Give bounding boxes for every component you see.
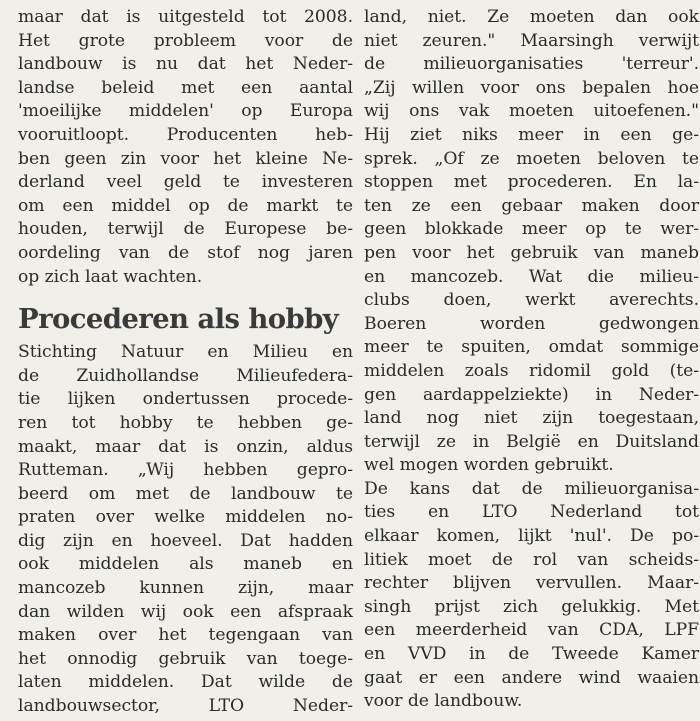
text-line: gen aardappelziekte) in Neder- bbox=[364, 384, 699, 405]
text-line: Rutteman. „Wij hebben gepro- bbox=[18, 460, 353, 481]
paragraph-intro bbox=[18, 6, 353, 289]
text-line: mancozeb kunnen zijn, maar bbox=[18, 578, 353, 599]
text-line: de milieuorganisaties 'terreur'. bbox=[364, 54, 699, 75]
text-line: clubs doen, werkt averechts. bbox=[364, 290, 699, 311]
text-line: Boeren worden gedwongen bbox=[364, 313, 699, 334]
text-line: op zich laat wachten. bbox=[18, 266, 203, 287]
right-column bbox=[364, 6, 699, 714]
text-line: laten middelen. Dat wilde de bbox=[18, 672, 353, 693]
text-line: maken over het tegengaan van bbox=[18, 625, 353, 646]
text-line: en VVD in de Tweede Kamer bbox=[364, 644, 699, 665]
text-line: maar dat is uitgesteld tot 2008. bbox=[18, 7, 353, 27]
text-line: wij ons vak moeten uitoefenen." bbox=[364, 101, 699, 122]
text-line: pen voor het gebruik van maneb bbox=[364, 242, 699, 263]
text-line: landse beleid met een aantal bbox=[18, 77, 353, 98]
text-line: niet zeuren." Maarsingh verwijt bbox=[364, 30, 699, 51]
paragraph-procederen bbox=[18, 341, 353, 719]
left-column bbox=[18, 6, 353, 719]
text-line: tie lijken ondertussen procede- bbox=[18, 389, 353, 410]
section-heading: Procederen als hobby bbox=[18, 303, 339, 336]
paragraph-kans bbox=[364, 478, 699, 714]
text-line: vooruitloopt. Producenten heb- bbox=[18, 124, 353, 145]
text-line: 'moeilijke middelen' op Europa bbox=[18, 101, 353, 122]
text-line: ook middelen als maneb en bbox=[18, 554, 353, 575]
text-line: gaat er een andere wind waaien bbox=[364, 667, 699, 688]
text-line: sprek. „Of ze moeten beloven te bbox=[364, 148, 699, 169]
text-line: elkaar komen, lijkt 'nul'. De po- bbox=[364, 526, 699, 547]
text-line: Hij ziet niks meer in een ge- bbox=[364, 124, 699, 145]
text-line: middelen zoals ridomil gold (te- bbox=[364, 360, 699, 381]
text-line: en mancozeb. Wat die milieu- bbox=[364, 266, 699, 287]
text-line: om een middel op de markt te bbox=[18, 195, 353, 216]
paragraph-maarsingh bbox=[364, 6, 699, 478]
text-line: oordeling van de stof nog jaren bbox=[18, 242, 353, 263]
text-line: ties en LTO Nederland tot bbox=[364, 502, 699, 523]
text-line: „Zij willen voor ons bepalen hoe bbox=[364, 77, 699, 98]
text-line: singh prijst zich gelukkig. Met bbox=[364, 596, 699, 617]
text-line: maakt, maar dat is onzin, aldus bbox=[18, 436, 353, 457]
text-line: praten over welke middelen no- bbox=[18, 507, 353, 528]
text-line: beerd om met de landbouw te bbox=[18, 483, 353, 504]
text-line: de Zuidhollandse Milieufedera- bbox=[18, 365, 353, 386]
text-line: land nog niet zijn toegestaan, bbox=[364, 408, 699, 429]
text-line: land, niet. Ze moeten dan ook bbox=[364, 7, 699, 27]
text-line: Het grote probleem voor de bbox=[18, 30, 353, 51]
text-line: houden, terwijl de Europese be- bbox=[18, 219, 353, 240]
text-line: geen blokkade meer op te wer- bbox=[364, 219, 699, 240]
text-line: meer te spuiten, omdat sommige bbox=[364, 337, 699, 358]
text-line: stoppen met procederen. En la- bbox=[364, 172, 699, 193]
text-line: wel mogen worden gebruikt. bbox=[364, 455, 614, 476]
text-line: voor de landbouw. bbox=[364, 691, 523, 712]
text-line: rechter blijven vervullen. Maar- bbox=[364, 573, 699, 594]
text-line: landbouwsector, LTO Neder- bbox=[18, 696, 353, 717]
text-line: litiek moet de rol van scheids- bbox=[364, 549, 699, 570]
text-line: het onnodig gebruik van toege- bbox=[18, 648, 353, 669]
text-line: dan wilden wij ook een afspraak bbox=[18, 601, 353, 622]
text-line: landbouw is nu dat het Neder- bbox=[18, 54, 353, 75]
text-line: derland veel geld te investeren bbox=[18, 172, 353, 193]
text-line: ren tot hobby te hebben ge- bbox=[18, 412, 353, 433]
text-line: dig zijn en hoeveel. Dat hadden bbox=[18, 530, 353, 551]
text-line: ben geen zin voor het kleine Ne- bbox=[18, 148, 353, 169]
text-line: een meerderheid van CDA, LPF bbox=[364, 620, 699, 641]
text-line: terwijl ze in België en Duitsland bbox=[364, 431, 699, 452]
text-line: ten ze een gebaar maken door bbox=[364, 195, 699, 216]
text-line: De kans dat de milieuorganisa- bbox=[364, 478, 699, 499]
text-line: Stichting Natuur en Milieu en bbox=[18, 342, 353, 363]
